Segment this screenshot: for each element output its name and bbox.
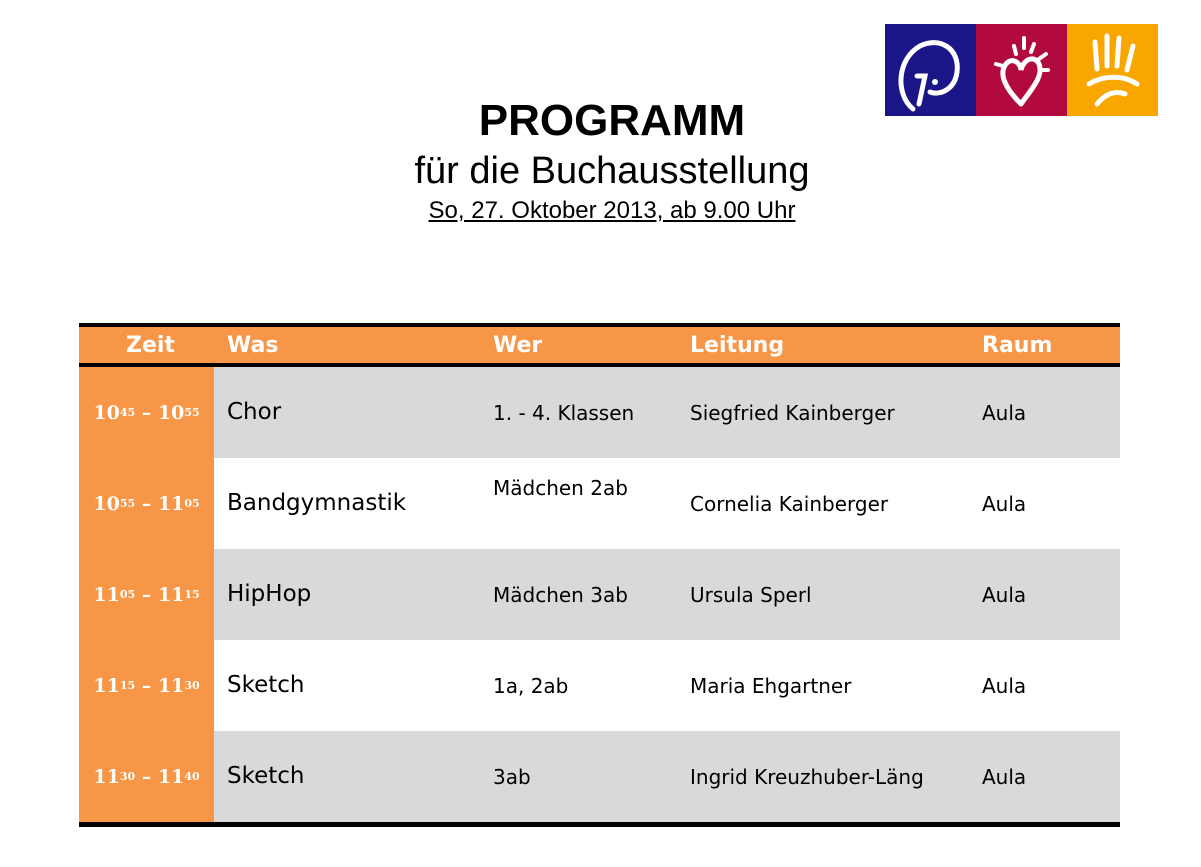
participants-cell: 1a, 2ab (493, 674, 569, 698)
room-cell: Aula (982, 583, 1027, 607)
room-cell: Aula (982, 401, 1027, 425)
activity-cell: Sketch (227, 672, 305, 698)
time-cell: 10 45 – 10 55 (79, 367, 214, 458)
event-date: So, 27. Oktober 2013, ab 9.00 Uhr (428, 197, 796, 224)
activity-cell: HipHop (227, 581, 312, 607)
participants-cell: 1. - 4. Klassen (493, 401, 635, 425)
table-row (79, 731, 1120, 822)
participants-cell: 3ab (493, 765, 531, 789)
leader-cell: Maria Ehgartner (690, 674, 852, 698)
time-cell: 11 05 – 11 15 (79, 549, 214, 640)
activity-cell: Bandgymnastik (227, 490, 407, 516)
activity-cell: Sketch (227, 763, 305, 789)
participants-cell: Mädchen 2ab (493, 476, 628, 500)
room-cell: Aula (982, 492, 1027, 516)
program-table (79, 323, 1120, 827)
column-header-wer: Wer (493, 333, 543, 358)
table-row (79, 549, 1120, 640)
participants-cell: Mädchen 3ab (493, 583, 628, 607)
table-row (79, 640, 1120, 731)
column-header-zeit: Zeit (126, 333, 175, 358)
leader-cell: Cornelia Kainberger (690, 492, 889, 516)
column-header-leitung: Leitung (690, 333, 785, 358)
time-cell: 10 55 – 11 05 (79, 458, 214, 549)
leader-cell: Ingrid Kreuzhuber-Läng (690, 765, 924, 789)
column-header-was: Was (227, 333, 279, 358)
room-cell: Aula (982, 674, 1027, 698)
time-cell: 11 30 – 11 40 (79, 731, 214, 822)
room-cell: Aula (982, 765, 1027, 789)
table-header (79, 323, 1120, 367)
leader-cell: Siegfried Kainberger (690, 401, 895, 425)
leader-cell: Ursula Sperl (690, 583, 812, 607)
time-cell: 11 15 – 11 30 (79, 640, 214, 731)
activity-cell: Chor (227, 399, 282, 425)
page-title: PROGRAMM (478, 96, 746, 145)
column-header-raum: Raum (982, 333, 1053, 358)
table-row (79, 367, 1120, 458)
page-subtitle: für die Buchausstellung (414, 150, 810, 192)
table-bottom-rule (79, 822, 1120, 827)
table-row (79, 458, 1120, 549)
